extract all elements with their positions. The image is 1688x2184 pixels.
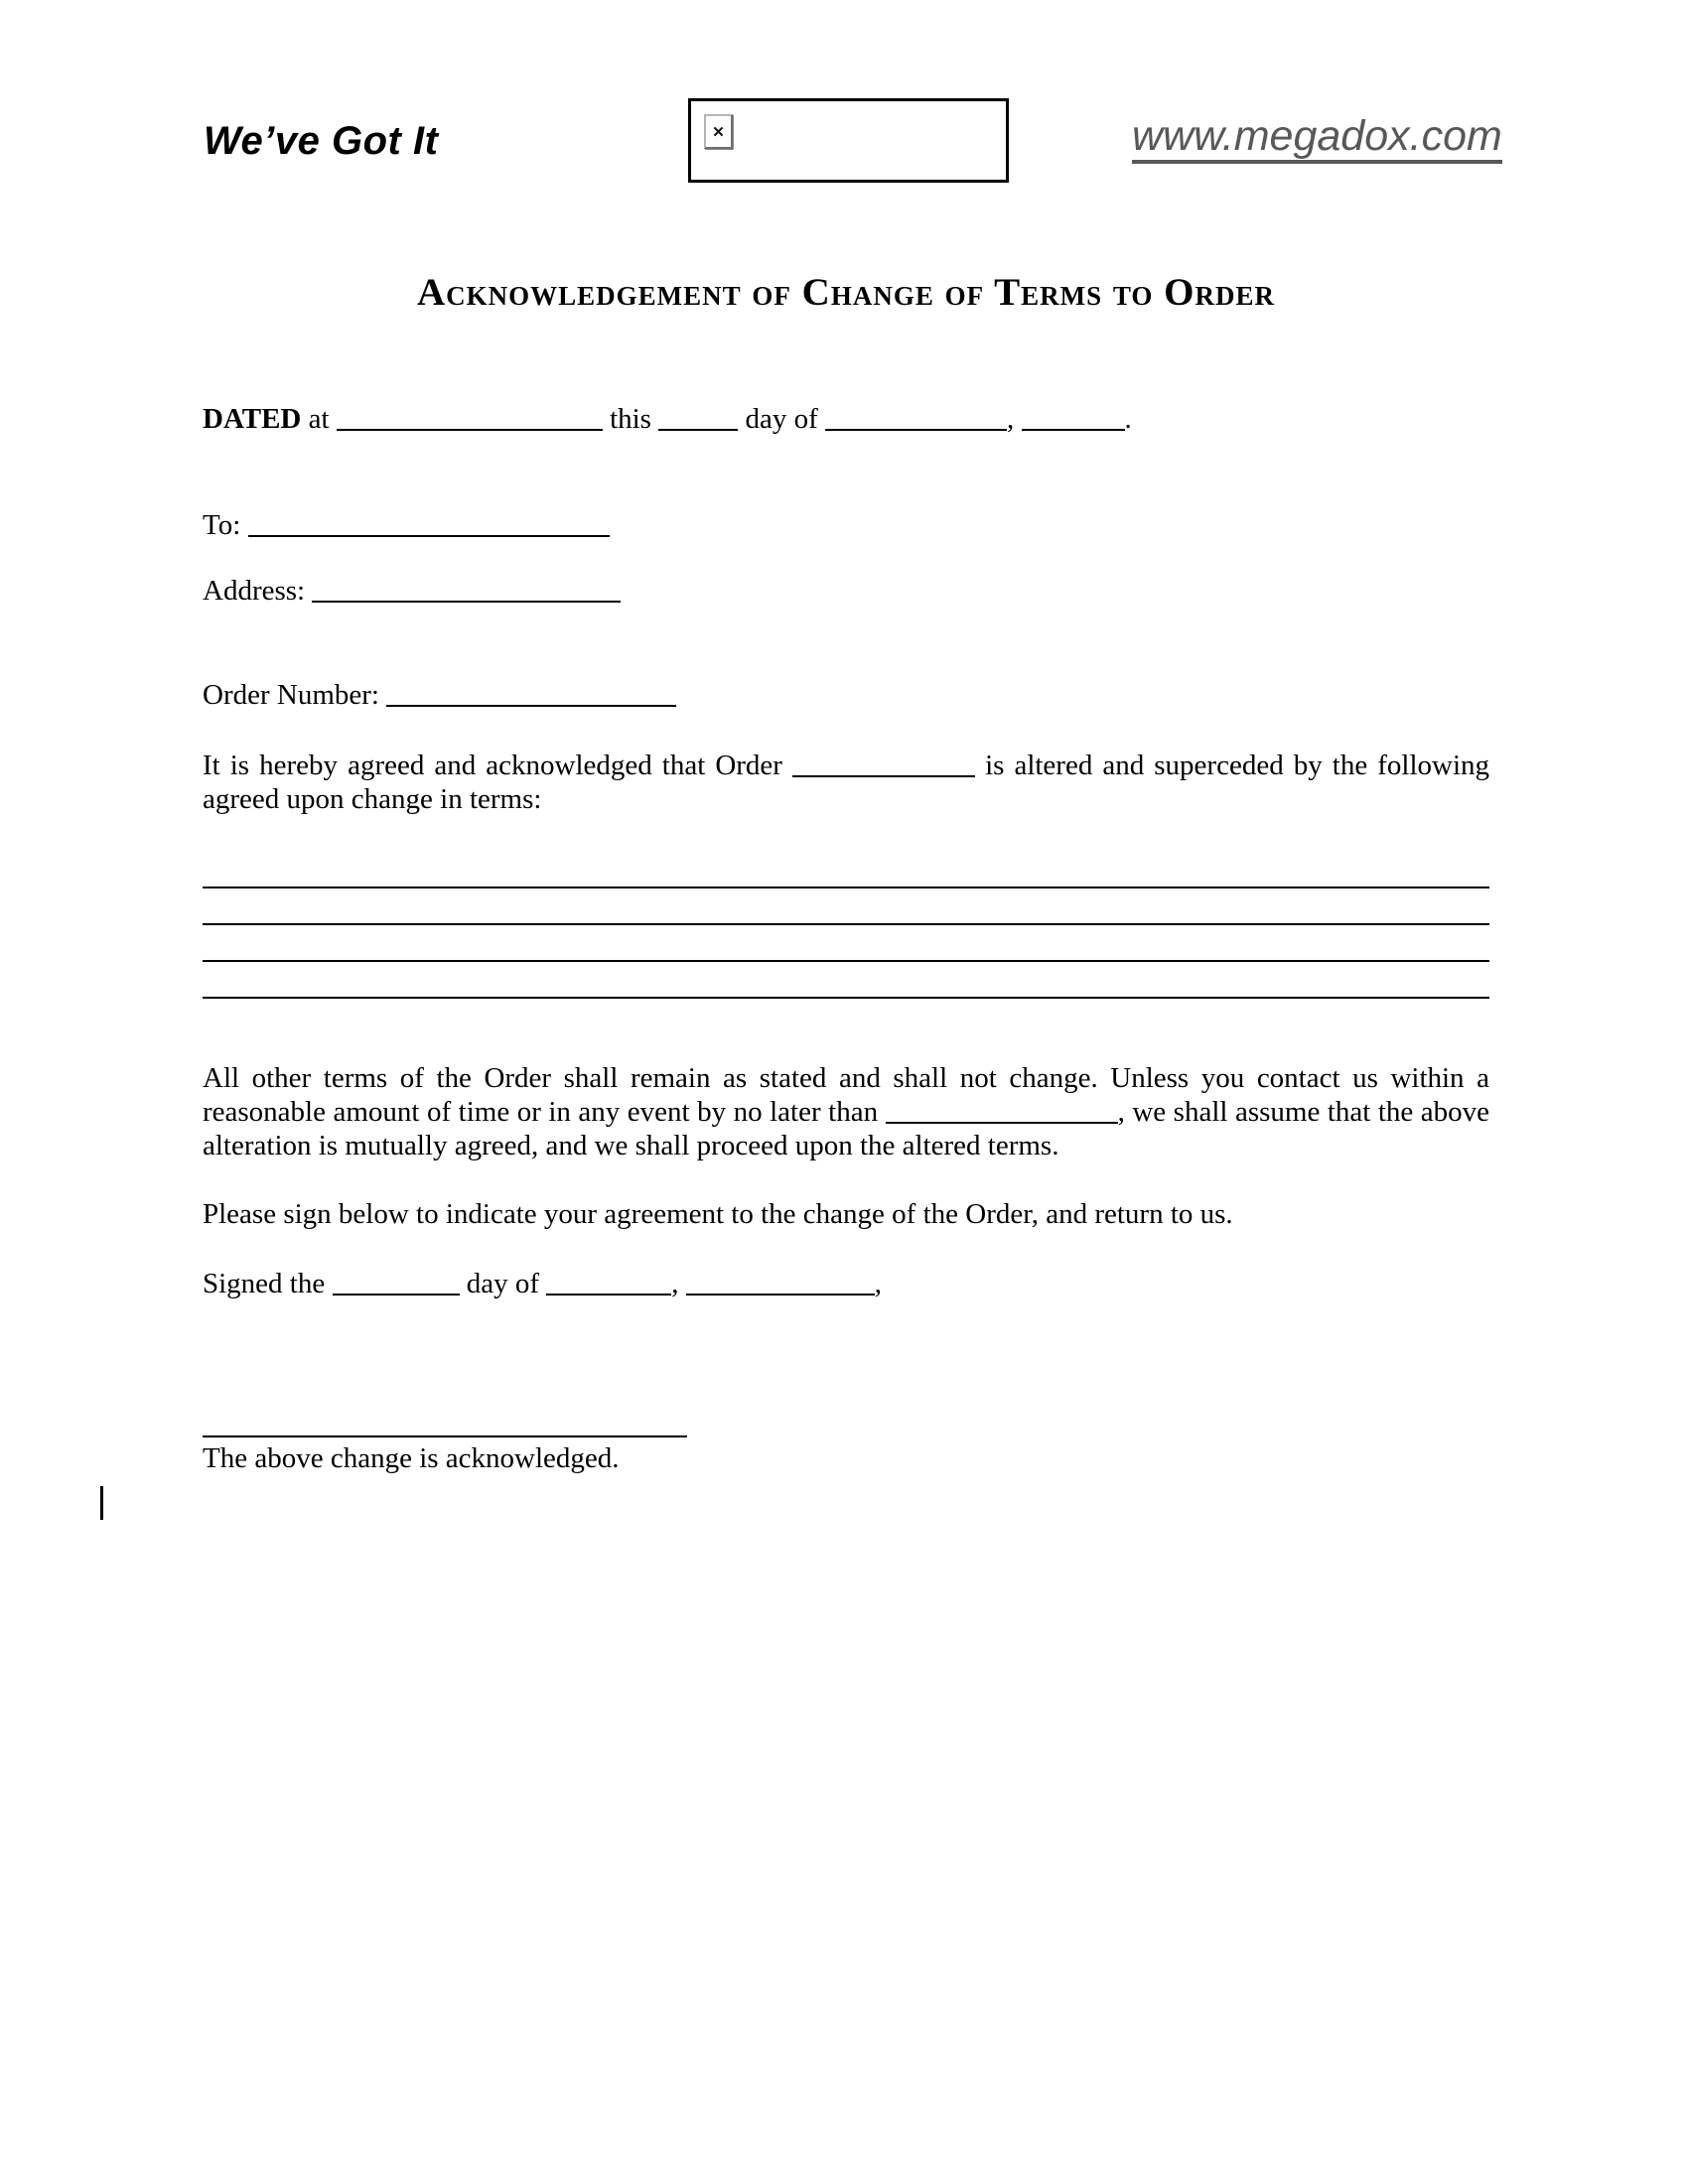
dated-label: DATED [203,403,302,435]
terms-text-before: All other terms of the Order shall remain as stated and shall not change. Unless you contact us within a reasonable amount of time or in any event by no later than [203,1062,1489,1128]
address-label: Address: [203,575,306,607]
order-number-line [203,678,676,712]
order-number-label: Order Number: [203,679,379,711]
signed-comma-1: , [671,1268,679,1299]
address-line [203,574,621,608]
signed-month-blank [546,1290,671,1296]
address-blank [312,597,621,603]
dated-comma: , [1007,403,1015,435]
terms-text-after: , we shall assume that the above alteration is mutually agreed, and we shall proceed upon the altered terms. [203,1096,1489,1161]
signed-day-blank [333,1290,460,1296]
signed-dayof-text: day of [466,1268,540,1299]
deadline-blank [886,1118,1118,1124]
sign-instruction-text: Please sign below to indicate your agreement to the change of the Order, and return to us. [203,1198,1233,1230]
signed-year-blank [686,1290,875,1296]
dated-year-blank [1022,425,1125,431]
logo-placeholder-box [688,98,1009,183]
agreement-text-after: is altered and superceded by the following agreed upon change in terms: [203,750,1490,815]
margin-change-bar-mark [100,1486,103,1520]
dated-at-text: at [308,403,330,435]
dated-this-text: this [610,403,651,435]
terms-writing-line [203,887,1489,888]
dated-line [203,402,1132,436]
terms-writing-line [203,997,1489,999]
signed-date-line [203,1267,882,1300]
agreement-paragraph [203,749,1489,816]
acknowledgement-line [203,1441,620,1475]
acknowledgement-text: The above change is acknowledged. [203,1442,620,1474]
signature-line [203,1435,687,1437]
to-label: To: [203,509,241,541]
brand-slogan: We’ve Got It [204,119,439,163]
signed-comma-2: , [874,1268,883,1299]
sign-instruction-line [203,1197,1233,1231]
document-title: Acknowledgement of Change of Terms to Order [416,271,1276,314]
agreement-text-before: It is hereby agreed and acknowledged that Order [203,750,782,781]
to-blank [248,531,610,537]
to-line [203,508,610,542]
terms-writing-line [203,923,1489,925]
dated-dayof-text: day of [745,403,818,435]
signed-lead-text: Signed the [203,1268,326,1299]
dated-period: . [1124,403,1132,435]
terms-writing-line [203,960,1489,962]
terms-paragraph [203,1061,1489,1162]
broken-image-icon: ✕ [704,114,733,149]
order-number-blank [386,701,676,707]
website-link[interactable]: www.megadox.com [1132,114,1502,164]
dated-month-blank [825,425,1007,431]
order-ref-blank [792,771,975,777]
dated-day-blank [658,425,738,431]
dated-place-blank [337,425,603,431]
